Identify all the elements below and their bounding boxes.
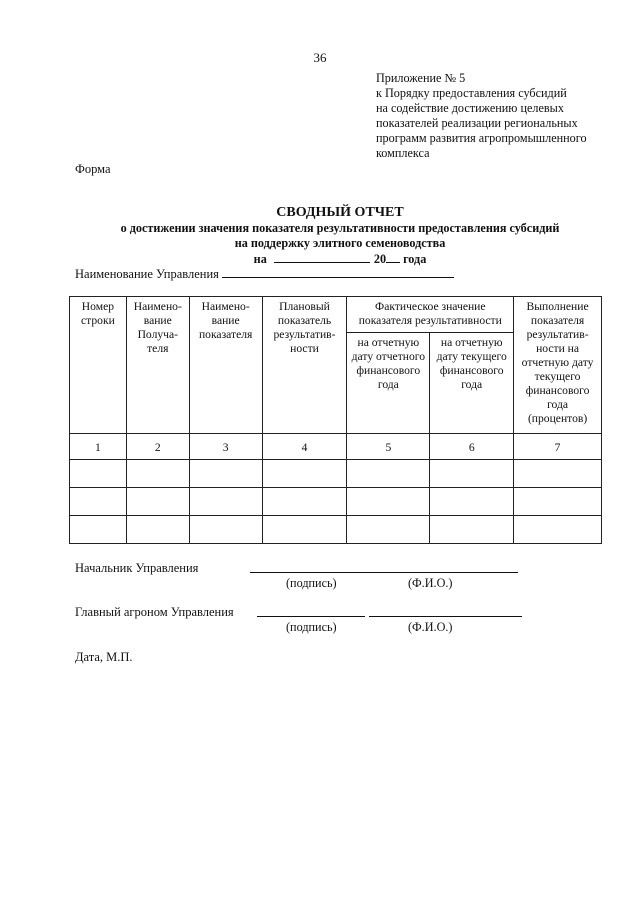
period-suffix: года: [403, 252, 427, 266]
report-subtitle: [0, 221, 640, 251]
form-label: Форма: [75, 162, 111, 176]
table-row: [70, 460, 602, 488]
table-cell[interactable]: [262, 460, 347, 488]
signature-line-head[interactable]: [250, 572, 518, 573]
column-number: 1: [70, 434, 127, 460]
page-number: 36: [313, 50, 327, 65]
table-header-row: [70, 297, 602, 333]
name-caption: (Ф.И.О.): [408, 620, 453, 634]
report-title: СВОДНЫЙ ОТЧЕТ: [276, 205, 404, 220]
table-cell[interactable]: [514, 460, 602, 488]
table-cell[interactable]: [430, 460, 514, 488]
appendix-line: на содействие достижению целевых: [376, 101, 564, 115]
period-prefix: на: [253, 252, 267, 266]
column-number: 5: [347, 434, 430, 460]
appendix-line: показателей реализации региональных: [376, 116, 578, 130]
table-cell[interactable]: [514, 516, 602, 544]
table-cell[interactable]: [430, 488, 514, 516]
report-table: [69, 296, 602, 544]
table-cell[interactable]: [347, 488, 430, 516]
column-number-row: [70, 434, 602, 460]
appendix-line: к Порядку предоставления субсидий: [376, 86, 567, 100]
header-actual-current-year: на отчетную дату текущего финансового года: [430, 333, 514, 434]
appendix-line: Приложение № 5: [376, 71, 466, 85]
table-cell[interactable]: [189, 460, 262, 488]
table-cell[interactable]: [70, 460, 127, 488]
table-cell[interactable]: [262, 516, 347, 544]
table-cell[interactable]: [347, 460, 430, 488]
signature-caption: (подпись): [286, 620, 337, 634]
signature-label-head: Начальник Управления: [75, 561, 199, 575]
table-cell[interactable]: [347, 516, 430, 544]
column-number: 3: [189, 434, 262, 460]
signature-line-agronomist[interactable]: [257, 616, 365, 617]
name-line-agronomist[interactable]: [369, 616, 522, 617]
table-cell[interactable]: [262, 488, 347, 516]
table-cell[interactable]: [126, 488, 189, 516]
appendix-note: [376, 71, 587, 161]
column-number: 7: [514, 434, 602, 460]
header-fulfillment: Выполнение показателя результатив-ности на отчетную дату текущего финансового года (процентов): [514, 297, 602, 434]
header-row-number: Номер строки: [70, 297, 127, 434]
date-stamp-label: Дата, М.П.: [75, 650, 133, 664]
table-cell[interactable]: [126, 516, 189, 544]
signature-label-agronomist: Главный агроном Управления: [75, 605, 234, 619]
period-date-blank[interactable]: [274, 251, 370, 263]
appendix-line: комплекса: [376, 146, 430, 160]
appendix-line: программ развития агропромышленного: [376, 131, 587, 145]
column-number: 4: [262, 434, 347, 460]
period-year: 20: [373, 252, 387, 266]
signature-caption: (подпись): [286, 576, 337, 590]
department-label: Наименование Управления: [75, 267, 219, 281]
table-cell[interactable]: [514, 488, 602, 516]
table-cell[interactable]: [70, 488, 127, 516]
column-number: 2: [126, 434, 189, 460]
table-cell[interactable]: [189, 516, 262, 544]
table-cell[interactable]: [70, 516, 127, 544]
name-caption: (Ф.И.О.): [408, 576, 453, 590]
header-indicator-name: Наимено-вание показателя: [189, 297, 262, 434]
table-cell[interactable]: [126, 460, 189, 488]
header-planned-indicator: Плановый показатель результатив-ности: [262, 297, 347, 434]
department-blank[interactable]: [222, 266, 454, 278]
table-cell[interactable]: [430, 516, 514, 544]
department-field: [75, 266, 454, 282]
column-number: 6: [430, 434, 514, 460]
subtitle-line: на поддержку элитного семеноводства: [234, 236, 446, 250]
header-actual-prev-year: на отчетную дату отчетного финансового года: [347, 333, 430, 434]
subtitle-line: о достижении значения показателя результативности предоставления субсидий: [120, 221, 560, 235]
header-recipient-name: Наимено-вание Получа-теля: [126, 297, 189, 434]
header-actual-value: Фактическое значение показателя результативности: [347, 297, 514, 333]
table-cell[interactable]: [189, 488, 262, 516]
report-period: [0, 251, 640, 267]
period-year-blank[interactable]: [386, 251, 400, 263]
table-row: [70, 516, 602, 544]
table-row: [70, 488, 602, 516]
